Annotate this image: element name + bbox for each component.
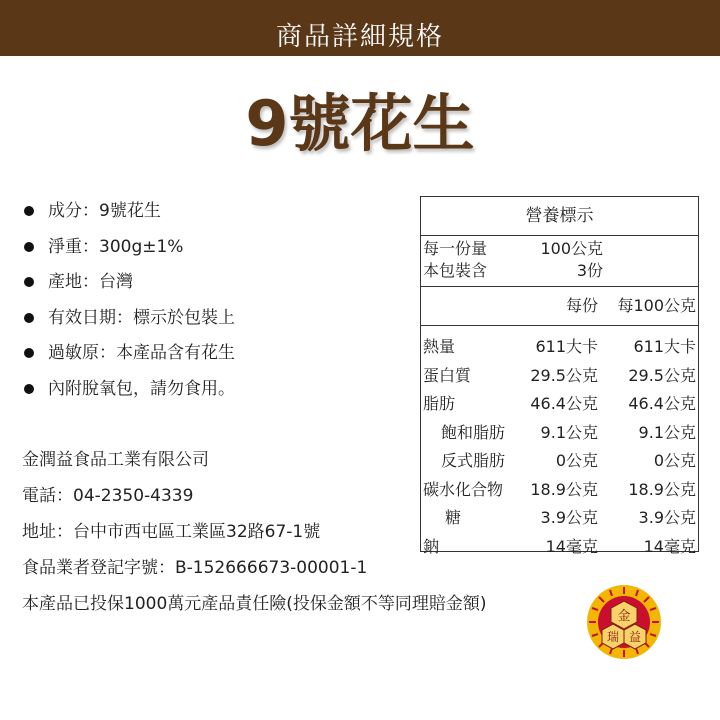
brand-seal-logo	[586, 584, 662, 660]
spec-item-oxygen-absorber: 內附脫氧包，請勿食用。	[22, 376, 235, 412]
servings-per-pack-label: 本包裝含	[423, 261, 488, 280]
company-registration: 食品業者登記字號：B-152666673-00001-1	[22, 558, 368, 578]
nutrient-name: 脂肪	[423, 394, 456, 413]
nutrient-per-100g: 29.5公克	[628, 365, 696, 385]
product-title: 9號花生	[245, 87, 475, 160]
nutrient-per-serving: 18.9公克	[530, 479, 598, 499]
nutrient-row-sodium	[421, 533, 698, 562]
header-bar	[0, 0, 720, 56]
seal-char-rui: 瑞	[606, 630, 620, 644]
nutrient-per-100g: 611大卡	[633, 337, 696, 356]
nutrient-name: 碳水化合物	[423, 479, 504, 499]
nutrient-row-sugar	[421, 504, 698, 533]
servings-per-pack-value: 3份	[576, 261, 603, 280]
company-insurance: 本產品已投保1000萬元產品責任險(投保金額不等同理賠金額)	[22, 594, 487, 614]
serving-size-value: 100公克	[540, 239, 603, 258]
nutrition-title: 營養標示	[421, 197, 698, 236]
servings-per-pack-row	[423, 260, 603, 282]
company-phone: 電話：04-2350-4339	[22, 486, 194, 506]
nutrient-per-serving: 29.5公克	[530, 365, 598, 385]
nutrition-serving	[421, 236, 698, 287]
nutrient-per-serving: 3.9公克	[540, 508, 598, 527]
serving-size-row	[423, 238, 603, 260]
nutrient-per-serving: 46.4公克	[530, 394, 598, 413]
seal-char-yi: 益	[628, 630, 642, 644]
column-per-serving: 每份	[565, 296, 598, 315]
nutrient-name: 糖	[445, 508, 462, 527]
nutrient-name: 飽和脂肪	[441, 422, 506, 442]
column-per-100g: 每100公克	[617, 296, 696, 315]
company-address: 地址：台中市西屯區工業區32路67-1號	[22, 522, 321, 542]
nutrient-row-saturated-fat	[421, 419, 698, 448]
nutrition-rows	[421, 326, 698, 561]
serving-size-label: 每一份量	[423, 239, 488, 258]
nutrition-column-header	[421, 287, 698, 326]
nutrient-row-carbohydrate	[421, 476, 698, 505]
spec-item-expiry: 有效日期：標示於包裝上	[22, 305, 235, 341]
nutrient-per-100g: 3.9公克	[638, 508, 696, 527]
nutrient-per-100g: 14毫克	[643, 536, 696, 556]
nutrient-row-protein	[421, 362, 698, 391]
nutrient-row-energy	[421, 333, 698, 362]
nutrient-name: 反式脂肪	[441, 451, 506, 470]
nutrient-per-serving: 14毫克	[545, 536, 598, 556]
nutrient-name: 蛋白質	[423, 365, 472, 385]
nutrient-name: 鈉	[423, 536, 440, 556]
nutrient-per-100g: 9.1公克	[638, 422, 696, 442]
nutrient-row-trans-fat	[421, 447, 698, 476]
nutrient-per-serving: 9.1公克	[540, 422, 598, 442]
company-info	[22, 446, 487, 626]
nutrient-per-100g: 18.9公克	[628, 479, 696, 499]
nutrient-row-fat	[421, 390, 698, 419]
spec-list	[22, 198, 235, 411]
spec-item-net-weight: 淨重：300g±1%	[22, 234, 235, 270]
spec-item-origin: 產地：台灣	[22, 269, 235, 305]
nutrient-per-serving: 611大卡	[535, 337, 598, 356]
nutrition-table	[420, 196, 699, 556]
nutrient-per-serving: 0公克	[555, 451, 598, 470]
nutrient-name: 熱量	[423, 337, 456, 356]
nutrient-per-100g: 0公克	[653, 451, 696, 470]
spec-item-allergen: 過敏原：本產品含有花生	[22, 340, 235, 376]
nutrient-per-100g: 46.4公克	[628, 394, 696, 413]
spec-item-ingredients: 成分：9號花生	[22, 198, 235, 234]
company-name: 金潤益食品工業有限公司	[22, 450, 209, 470]
header-title: 商品詳細規格	[275, 22, 444, 52]
seal-char-jin: 金	[617, 609, 631, 624]
